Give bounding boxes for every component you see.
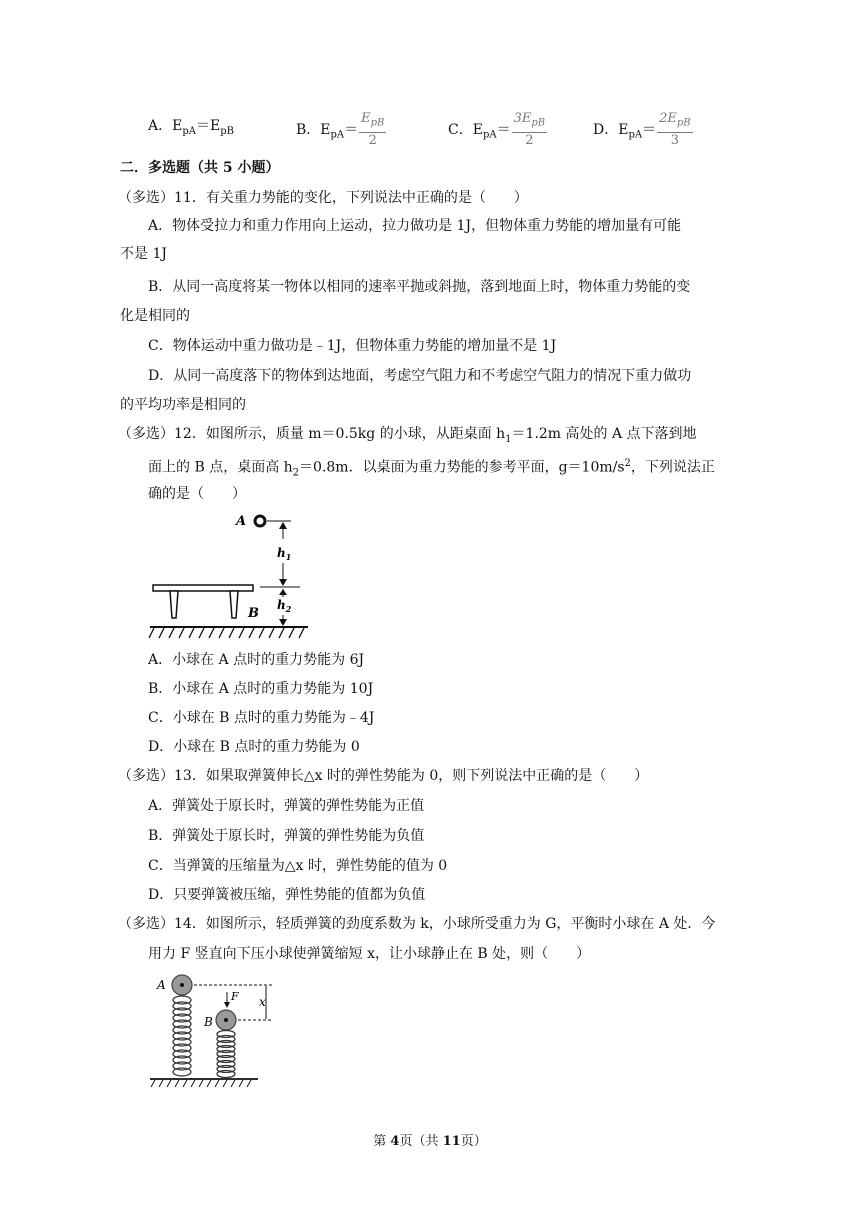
q11-option-a: A．物体受拉力和重力作用向上运动，拉力做功是 1J，但物体重力势能的增加量有可能 [148, 218, 682, 234]
point-b-label: B [204, 1015, 213, 1029]
ball [255, 516, 265, 526]
spring-b [217, 1031, 235, 1078]
fraction: $\frac{E_{pB}}{2}$ [361, 111, 385, 148]
force-label: F [231, 990, 239, 1003]
section-title: 二．多选题（共 5 小题） [120, 160, 280, 176]
h1-label: $h_1$ [277, 546, 292, 562]
q14-stem-line1: （多选）14．如图所示，轻质弹簧的劲度系数为 k，小球所受重力为 G，平衡时小球在 A 处．今 [118, 916, 716, 932]
q13-option-d: D．只要弹簧被压缩，弹性势能的值都为负值 [148, 887, 426, 903]
q11-option-c: C．物体运动中重力做功是﹣1J，但物体重力势能的增加量不是 1J [148, 338, 557, 354]
q11-option-d: D．从同一高度落下的物体到达地面，考虑空气阻力和不考虑空气阻力的情况下重力做功 [148, 368, 692, 384]
q11-option-d-cont: 的平均功率是相同的 [120, 397, 246, 413]
q12-option-d: D．小球在 B 点时的重力势能为 0 [148, 739, 360, 755]
q12-option-c: C．小球在 B 点时的重力势能为﹣4J [148, 710, 375, 726]
page-footer: 第 4页（共 11页） [373, 1134, 487, 1149]
q13-option-b: B．弹簧处于原长时，弹簧的弹性势能为负值 [148, 828, 425, 844]
q13-option-c: C．当弹簧的压缩量为△x 时，弹性势能的值为 0 [148, 858, 448, 874]
q11-stem: （多选）11．有关重力势能的变化，下列说法中正确的是（ ） [118, 190, 528, 206]
point-b-label: B [248, 606, 259, 621]
point-a-label: A [236, 514, 247, 529]
q12-stem-line1: （多选）12．如图所示，质量 m＝0.5kg 的小球，从距桌面 $h_1=1.2m$ 高处的 A 点下落到地 [118, 426, 697, 445]
ground-hatch [149, 628, 304, 638]
ground-hatch [151, 1080, 251, 1087]
q11-option-b-cont: 化是相同的 [120, 308, 190, 324]
q10-option-b: B．$E_{pA}=$ $\frac{E_{pB}}{2}$ [296, 111, 385, 148]
q14-stem-line2: 用力 F 竖直向下压小球使弹簧缩短 x，让小球静止在 B 处，则（ ） [148, 946, 591, 962]
h2-label: $h_2$ [277, 598, 292, 614]
point-a-label: A [157, 978, 166, 992]
q14-figure [148, 970, 278, 1090]
q11-option-b: B．从同一高度将某一物体以相同的速率平抛或斜抛，落到地面上时，物体重力势能的变 [148, 279, 691, 295]
x-label: x [259, 995, 266, 1009]
table-top [153, 585, 253, 591]
q13-option-a: A．弹簧处于原长时，弹簧的弹性势能为正值 [148, 798, 425, 814]
q12-option-a: A．小球在 A 点时的重力势能为 6J [148, 652, 365, 668]
q11-option-a-cont: 不是 1J [120, 246, 167, 262]
q12-figure [148, 505, 318, 640]
q13-stem: （多选）13．如果取弹簧伸长△x 时的弹性势能为 0，则下列说法中正确的是（ ） [118, 768, 649, 784]
q10-option-c: C．$E_{pA}=$ $\frac{3E_{pB}}{2}$ [448, 111, 546, 148]
q10-option-a: A．$E_{pA}=E_{pB}$ [148, 118, 234, 137]
table-leg-left [170, 591, 178, 618]
q10-option-d: D．$E_{pA}=$ $\frac{2E_{pB}}{3}$ [593, 111, 691, 148]
fraction: $\frac{3E_{pB}}{2}$ [513, 111, 546, 148]
q12-option-b: B．小球在 A 点时的重力势能为 10J [148, 681, 374, 697]
q12-stem-line2: 面上的 B 点，桌面高 $h_2=0.8m$．以桌面为重力势能的参考平面，$g=10m/s^2$，下列说法正 [148, 458, 715, 479]
table-leg-right [230, 591, 238, 618]
spring-a [173, 996, 191, 1076]
q12-stem-line3: 确的是（ ） [148, 486, 246, 502]
fraction: $\frac{2E_{pB}}{3}$ [659, 111, 691, 148]
